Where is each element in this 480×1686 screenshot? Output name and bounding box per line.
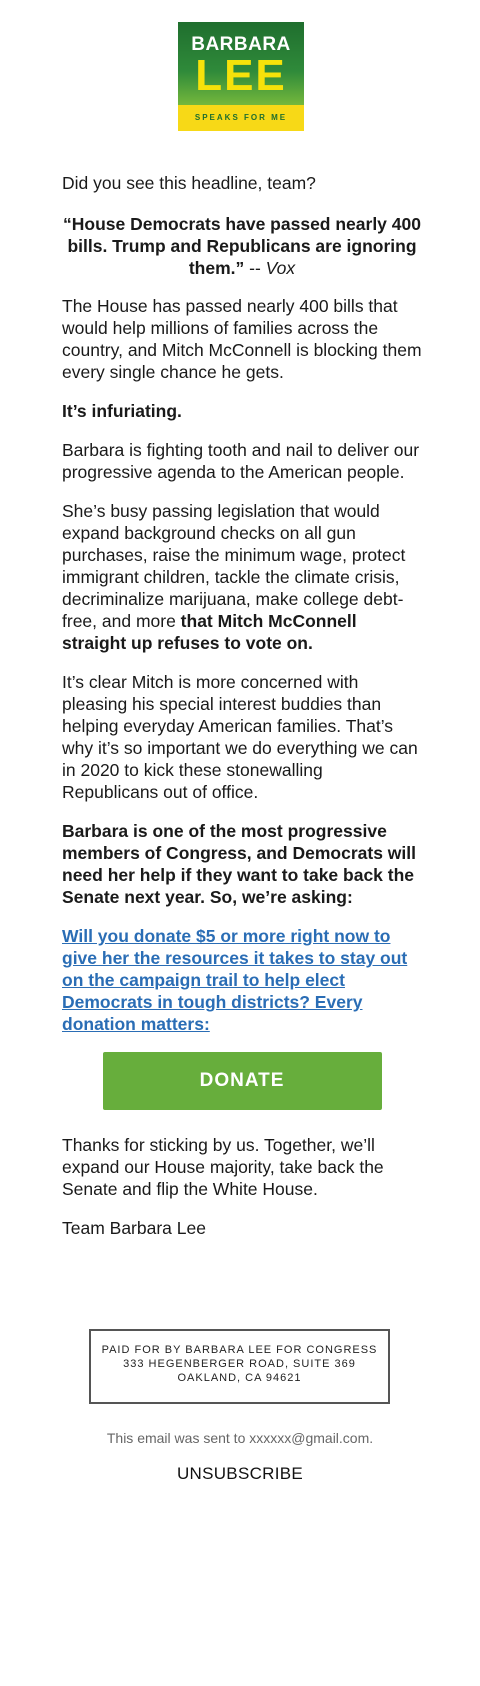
paid-for-disclaimer	[89, 1329, 390, 1404]
paid-line-1: PAID FOR BY BARBARA LEE FOR CONGRESS	[101, 1344, 378, 1356]
paid-line-2: 333 HEGENBERGER ROAD, SUITE 369	[123, 1358, 356, 1370]
headline-quote	[62, 213, 422, 279]
logo-first-name: BARBARA	[191, 34, 291, 55]
legislation-bold: that Mitch McConnell straight up refuses to vote on.	[62, 611, 357, 653]
logo-tagline: SPEAKS FOR ME	[178, 105, 304, 131]
progressive-text: Barbara is one of the most progressive members of Congress, and Democrats will need her help if they want to take back the Senate next year. So, we’re asking:	[62, 821, 416, 907]
paragraph-infuriating	[62, 400, 422, 422]
signoff: Team Barbara Lee	[62, 1218, 206, 1238]
quote-text: “House Democrats have passed nearly 400 bills. Trump and Republicans are ignoring them.”	[63, 214, 421, 278]
sent-to-notice: This email was sent to xxxxxx@gmail.com.	[106, 1430, 374, 1446]
email-body	[62, 172, 422, 1256]
donate-ask-link[interactable]: Will you donate $5 or more right now to give her the resources it takes to stay out on the campaign trail to help elect Democrats in tough districts? Every donation matters:	[62, 926, 408, 1034]
paragraph-fighting: Barbara is fighting tooth and nail to deliver our progressive agenda to the American people.	[62, 440, 420, 482]
intro-paragraph: Did you see this headline, team?	[62, 173, 316, 193]
quote-separator: --	[244, 258, 266, 278]
paragraph-mitch: It’s clear Mitch is more concerned with pleasing his special interest buddies than helping everyday American families. That’s why it’s so important we do everything we can in 2020 to kick these stonewalling Republicans out of office.	[62, 672, 418, 802]
paragraph-ask	[62, 925, 422, 1035]
logo-last-name: LEE	[195, 51, 287, 100]
paragraph-legislation	[62, 500, 422, 654]
unsubscribe-link[interactable]: UNSUBSCRIBE	[176, 1464, 304, 1483]
donate-button[interactable]: DONATE	[103, 1052, 382, 1110]
paragraph-progressive	[62, 820, 422, 908]
paid-line-3: OAKLAND, CA 94621	[177, 1372, 302, 1384]
campaign-logo	[178, 22, 304, 131]
paragraph-bills: The House has passed nearly 400 bills that would help millions of families across the country, and Mitch McConnell is blocking them every single chance he gets.	[62, 296, 422, 382]
quote-source: Vox	[265, 258, 296, 278]
infuriating-text: It’s infuriating.	[62, 401, 182, 421]
legislation-text: She’s busy passing legislation that would expand background checks on all gun purchases, raise the minimum wage, protect immigrant children, tackle the climate crisis, decriminalize marijuana, make college debt-free, and more	[62, 501, 406, 631]
paragraph-thanks: Thanks for sticking by us. Together, we’ll expand our House majority, take back the Senate and flip the White House.	[62, 1135, 384, 1199]
